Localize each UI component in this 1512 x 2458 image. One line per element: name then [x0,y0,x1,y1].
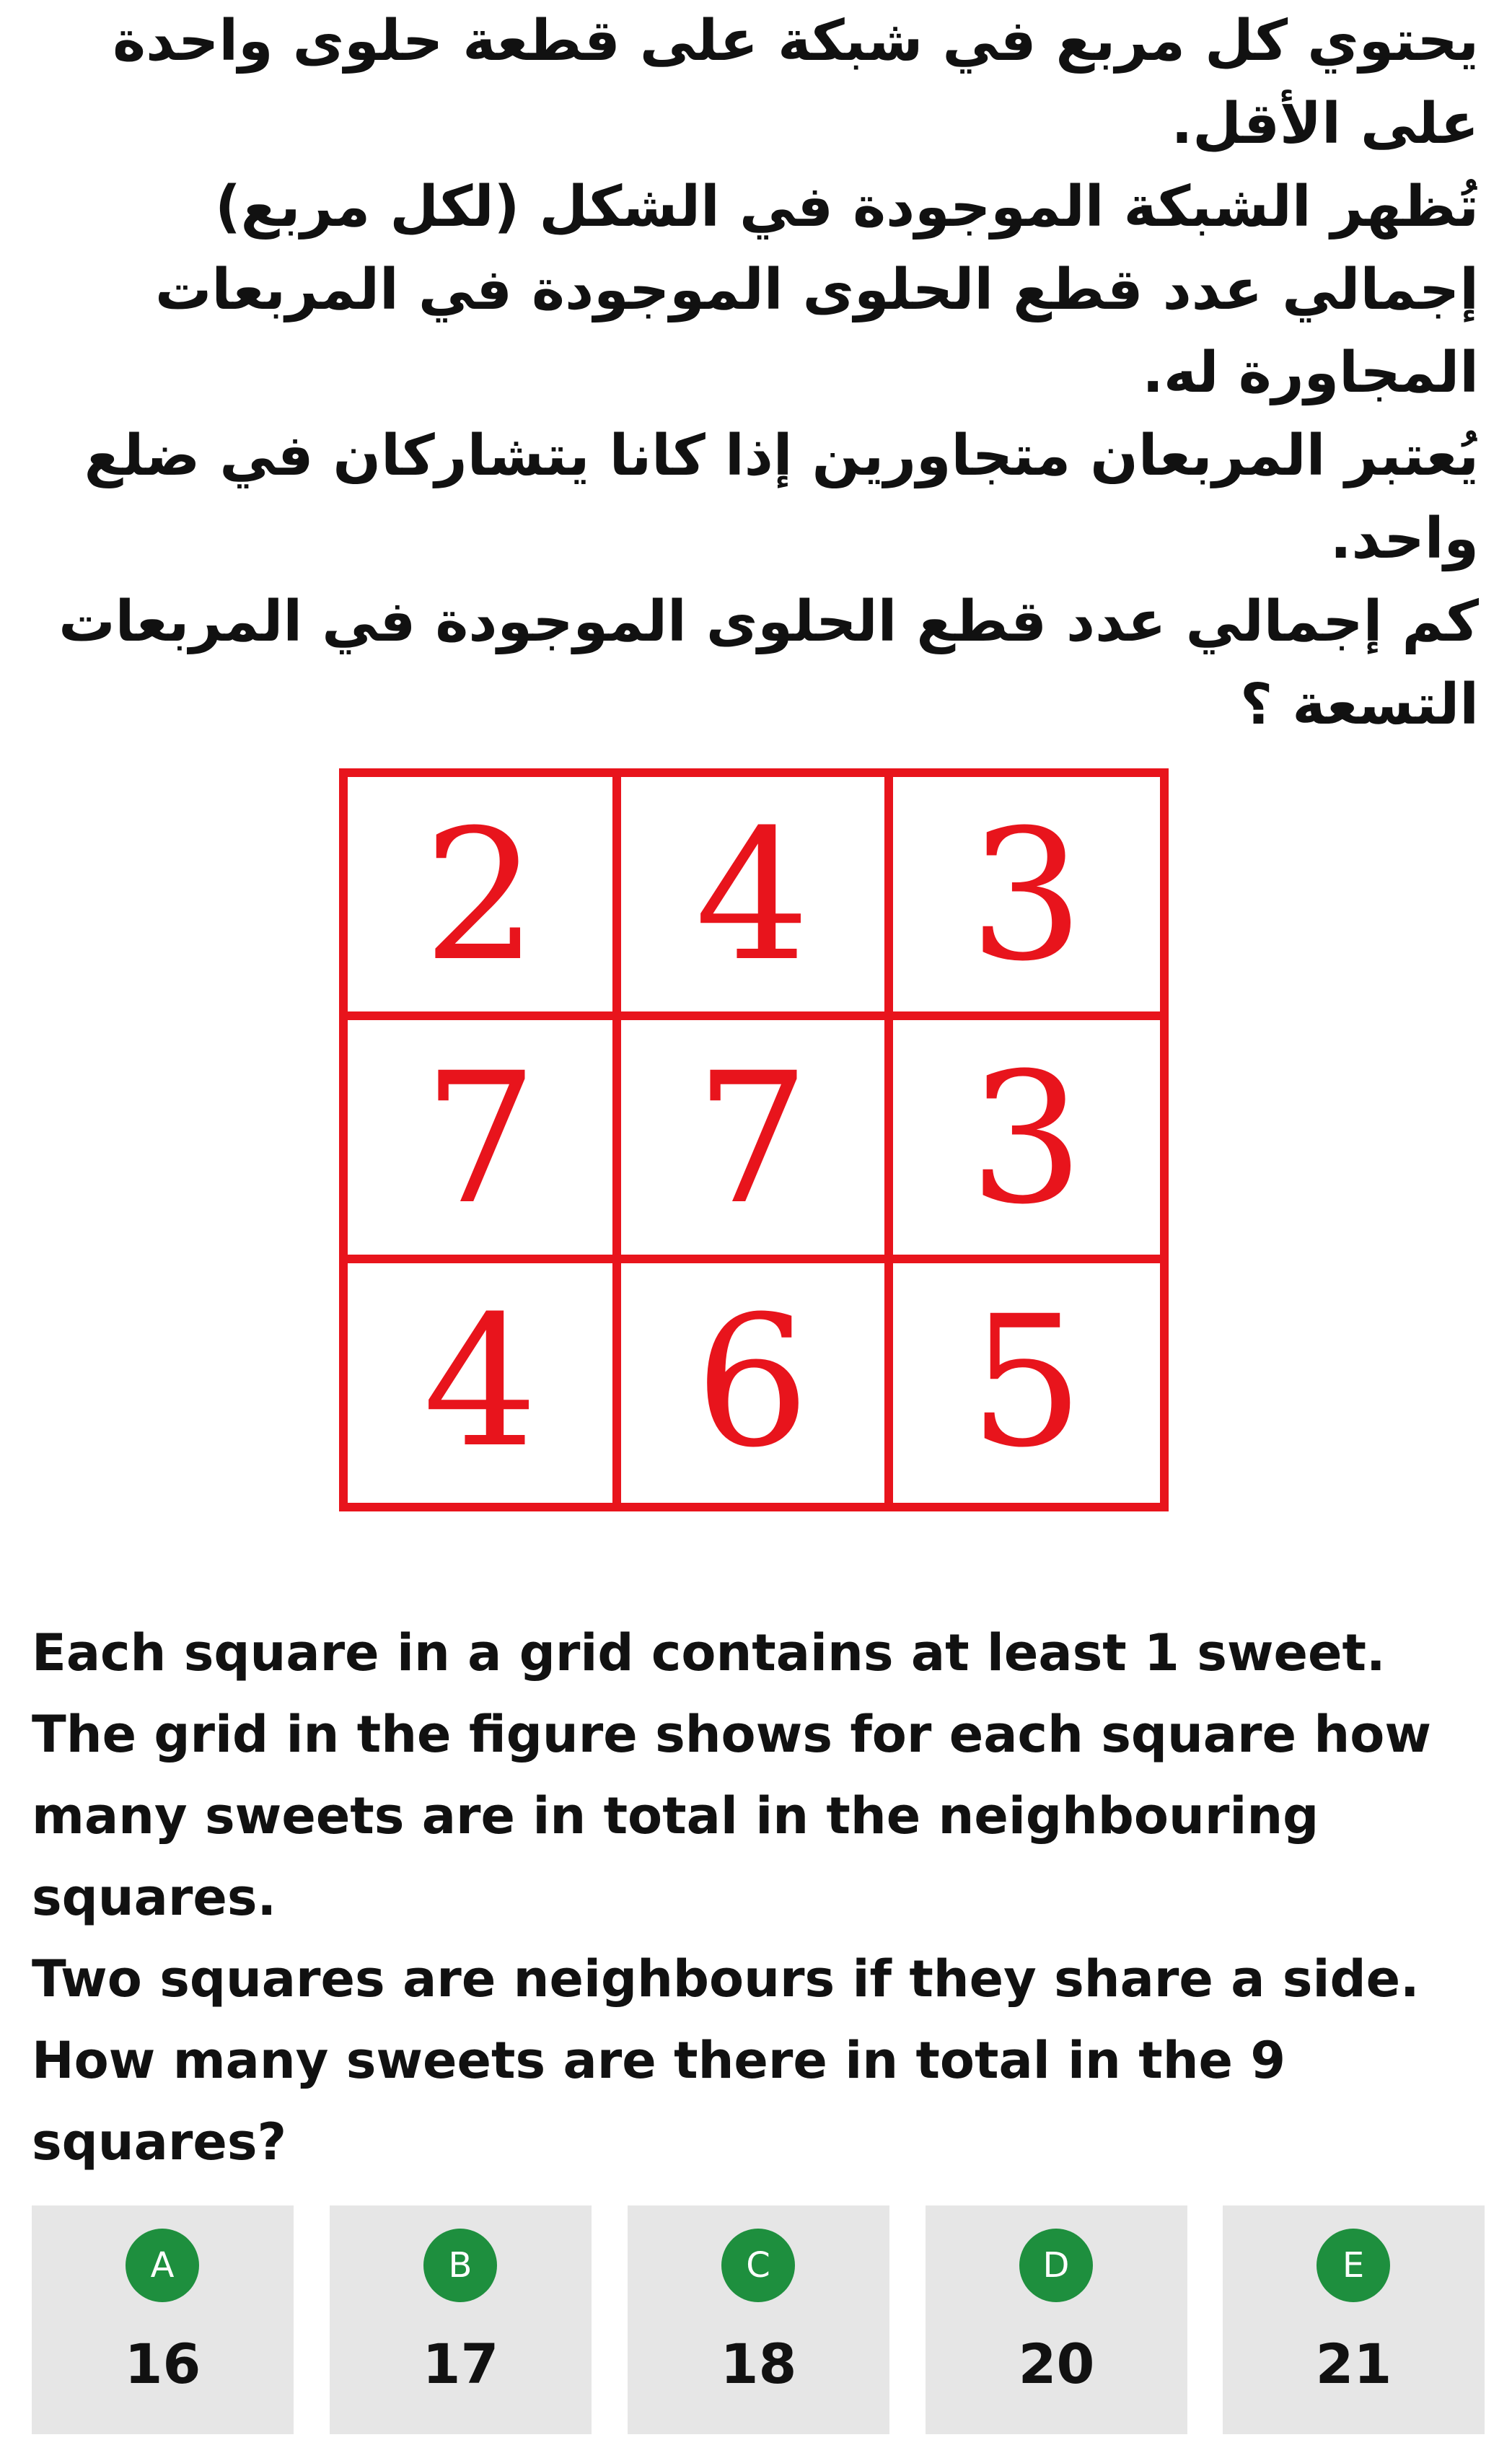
question-arabic-line: يحتوي كل مربع في شبكة على قطعة حلوى واحدة على الأقل. [113,9,1479,157]
answer-letter-badge: A [126,2229,199,2302]
grid-cell-r3c3: 5 [969,1277,1084,1487]
grid-cell-r1c3: 3 [969,791,1084,1001]
answer-value: 16 [124,2332,201,2396]
answer-value: 18 [720,2332,797,2396]
answer-option-b[interactable] [330,2205,592,2434]
grid-cell-r2c1: 7 [423,1034,538,1244]
question-arabic-line: كم إجمالي عدد قطع الحلوى الموجودة في المربعات التسعة ؟ [58,589,1479,737]
answer-option-c[interactable] [628,2205,889,2434]
question-arabic [36,0,1479,747]
answer-option-e[interactable] [1223,2205,1485,2434]
answer-letter-badge: C [721,2229,795,2302]
answer-options [32,2205,1485,2434]
question-english-line: Each square in a grid contains at least 1 sweet. [32,1623,1386,1682]
answer-letter-badge: E [1317,2229,1390,2302]
answer-value: 21 [1315,2332,1392,2396]
answer-letter-badge: B [423,2229,497,2302]
question-english-line: Two squares are neighbours if they share a side. [32,1949,1420,2009]
grid-cell-r2c3: 3 [969,1034,1084,1244]
answer-option-d[interactable] [926,2205,1187,2434]
answer-letter-badge: D [1019,2229,1093,2302]
question-english-line: The grid in the figure shows for each square how many sweets are in total in the neighbouring squares. [32,1705,1432,1927]
grid-cell-r2c2: 7 [695,1034,810,1244]
answer-option-a[interactable] [32,2205,294,2434]
question-arabic-line: تُظهر الشبكة الموجودة في الشكل (لكل مربع) إجمالي عدد قطع الحلوى الموجودة في المربعات المجاورة له. [154,175,1479,405]
grid-cell-r1c2: 4 [695,791,810,1001]
number-grid [339,768,1169,1511]
grid-cell-r3c1: 4 [423,1277,538,1487]
question-english-line: How many sweets are there in total in the 9 squares? [32,2031,1286,2172]
grid-cell-r3c2: 6 [695,1277,810,1487]
answer-value: 17 [422,2332,499,2396]
number-grid-figure [339,768,1169,1511]
grid-cell-r1c1: 2 [423,791,538,1001]
question-arabic-line: يُعتبر المربعان متجاورين إذا كانا يتشاركان في ضلع واحد. [84,423,1479,571]
answer-value: 20 [1018,2332,1095,2396]
question-english [32,1612,1482,2183]
